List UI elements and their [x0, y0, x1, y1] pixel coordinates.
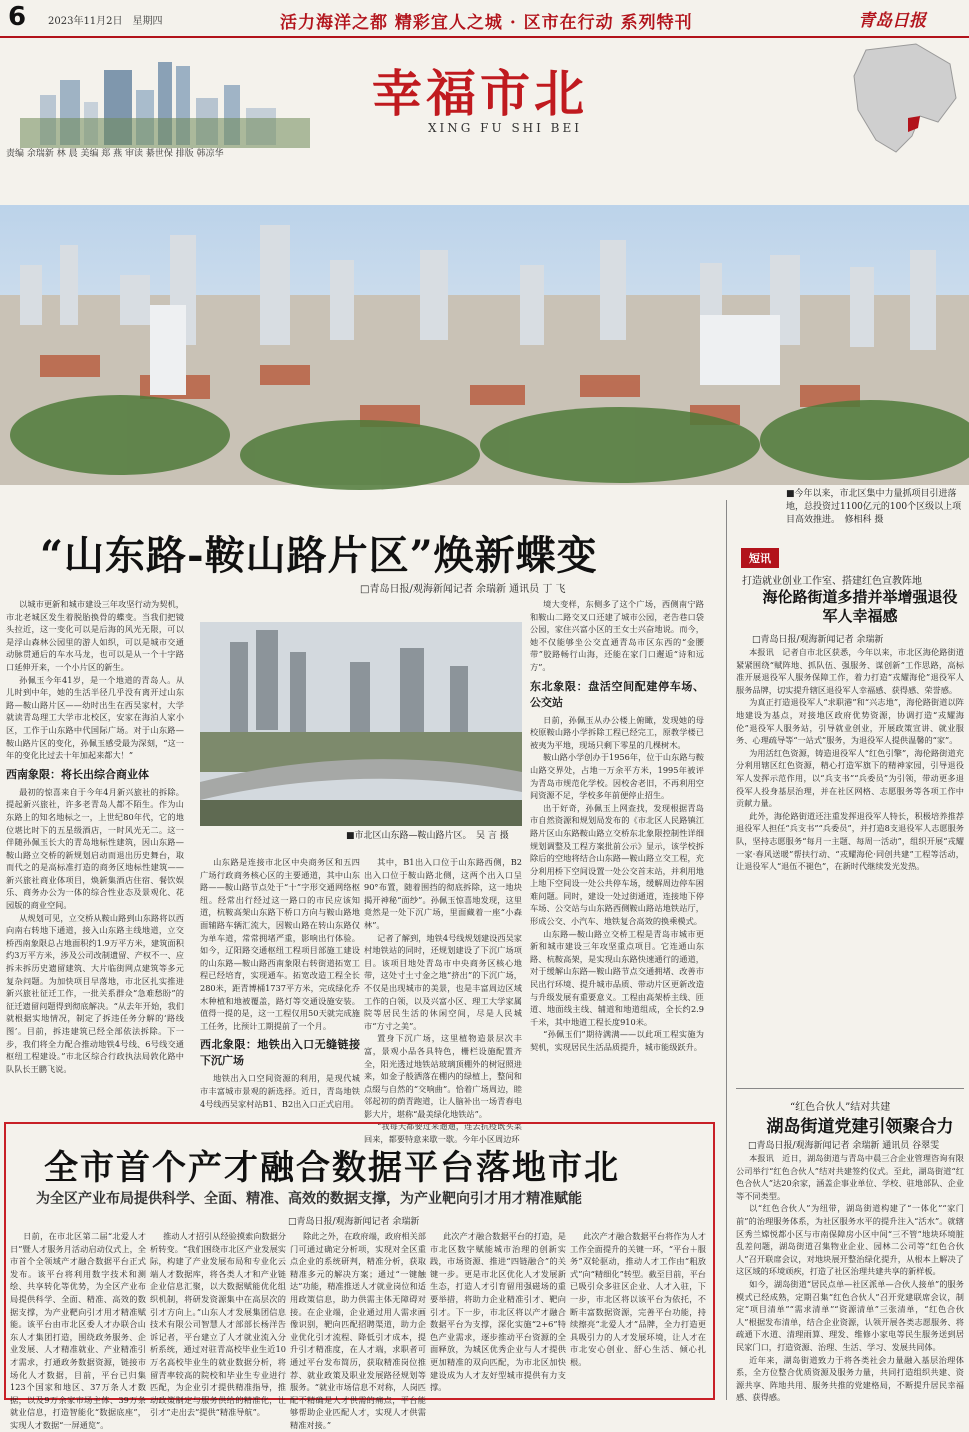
lead-headline: “山东路-鞍山路片区”焕新蝶变 — [40, 532, 598, 579]
subhead: 东北象限：盘活空间配建停车场、公交站 — [530, 679, 704, 709]
feature-column-3: 除此之外，在政府端，政府相关部门可通过确定分析项，实现对全区重点企业的系统研判，精准分析，获取精准多元的解决方案；通过“一键触达”功能，精准推送人才就业岗位和适用政策信息，助力供需主体无障碍对接。在企业端，企业通过用人需求画像识别，靶向匹配招聘渠道，助力企业优化引才流程、降低引才成本，提升引才精准度，在人才端，求职者可通过平台发布简历，获取精准岗位推荐、就业政策及职业发展路径规划等服务。“就业市场信息不对称，人岗匹配不精确是人才供需的痛点，平台能够帮助企业匹配人才，实现人才供需精准对接。” — [290, 1231, 426, 1430]
paragraph: 近年来，湖岛街道致力于将各类社会力量融入基层治理体系，全方位整合优质资源及服务力量，共同打造组织共建、资源共享、阵地共用、服务共推的党建格局，不断提升居民幸福感、获得感。 — [736, 1354, 964, 1403]
feature-column-4: 此次产才融合数据平台的打造，是市北区数字赋能城市治理的创新实践，市场资源、推进“四链融合”的关键一步。更是市北区优化人才发展新生态，打造人才引育留用强磁场的重要举措，将助力企业精准引才、靶向引才。下一步，市北区将以产才融合数据平台为支撑，深化实施“2+6”特色产业需求，逐步推动平台资源的全面释放，为城区优秀企业与人才提供更加精准的双向匹配，为市北区加快建设成为人才友好型城市提供有力支撑。 — [430, 1231, 566, 1393]
region-map — [846, 40, 961, 158]
paragraph: 最初的惊喜来自于今年4月新兴旅社的拆除。提起新兴旅社，许多老青岛人都不陌生。作为山东路上的知名地标之一，上世纪80年代，它的地位堪比时下的五星级酒店，一时风光无二。这一伴随孙佩玉长大的青岛地标性建筑，因山东路—鞍山路立交桥的新规划启动而退出历史舞台，取而代之的是高标准打造的商务区地标性建筑——新兴旅社商业体项目，焕新集酒店住宿、餐饮娱乐、商务办公为一体的综合性业态及景观化、花园版的商业空间。 — [6, 786, 184, 911]
lead-column-2 — [200, 856, 360, 1156]
column-divider — [726, 500, 727, 1400]
paragraph: 出于好奇，孙佩玉上网查找，发现根据青岛市自然资源和规划局发布的《市北区人民路镇江路片区山东路鞍山路立交桥东北象限控制性详细规划调整及工程方案批前公示》显示，该学校拆除后的空地将结合山东路—鞍山路立交工程，充分利用桥下空间设置一处公交首末站，并利用地上地下空间设一处公共停车场，缓解周边停车困难问题。同时，建设一处过街通道，连接地下停车场、公交站与山东路西侧鞍山路站地铁站厅，形成公交、小汽车、地铁复合高效的换乘模式。 — [530, 802, 704, 927]
paragraph: 本报讯 近日，湖岛街道与青岛中晨三合企业管理咨询有限公司举行“红色合伙人”结对共建签约仪式。至此，湖岛街道“红色合伙人”达20余家，涵盖企事业单位、学校、驻地部队、企业等不同类型。 — [736, 1153, 964, 1201]
paragraph: “我每天都要过来遛遛，连去抗疫既买菜回来，都要特意来歇一歇。今年小区周边环 — [364, 1121, 522, 1145]
lead-byline: □青岛日报/观海新闻记者 余瑞新 通讯员 丁 飞 — [360, 584, 566, 595]
paragraph: 日前，孙佩玉从办公楼上俯瞰，发现她的母校原鞍山路小学拆除工程已经完工，原教学楼已被夷为平地，现场只剩下零星的几棵树木。 — [530, 714, 704, 750]
city-aerial-photo — [0, 205, 969, 485]
paragraph: 山东路—鞍山路立交桥工程是青岛市城市更新和城市建设三年攻坚重点项目。它连通山东路、杭鞍高架，是实现山东路快速通行的通道，对于缓解山东路—鞍山路节点交通拥堵、改善市民出行环境、提升城市品质、带动片区更新改造与升级发展有重要意义。工程由高架桥主线、匝道、地面线主线、辅道和地道组成，全长约2.9千米，其中地道工程长度910米。 — [530, 928, 704, 1027]
editor-credits: 责编 余瑞新 林 晨 美编 郑 燕 审读 綦世保 排版 韩凉华 — [6, 149, 224, 159]
paragraph: 本报讯 记者自市北区获悉，今年以来，市北区海伦路街道紧紧围绕“赋阵地、抓队伍、强服务、谋创新”工作思路，高标准开展退役军人服务保障工作，着力打造“戎耀海伦”退役军人服务品牌，切实提升辖区退役军人幸福感、获得感、荣誉感。 — [736, 647, 964, 695]
feature-title: 全市首个产才融合数据平台落地市北 — [44, 1148, 620, 1188]
brief2-title: 湖岛街道党建引领聚合力 — [766, 1117, 954, 1137]
masthead-logo: 青岛日报 — [858, 11, 926, 31]
brief1-kicker: 打造就业创业工作室、搭建红色宣教阵地 — [742, 576, 922, 587]
paragraph: 山东路是连接市北区中央商务区和五四广场行政商务核心区的主要通道，其中山东路——鞍山路节点处于“十”字形交通网络枢纽。经常出行经过这一路口的市民应该知道，杭鞍高架山东路下桥口方向与鞍山路地面辅路车辆汇流大，因鞍山路在转山东路仅为单车道，常常拥堵严重，影响出行体验。如今，辽阳路交通枢纽工程项目部施工建设的山东路—鞍山路西南象限右转街道拓宽工程已经培育，实现通车。拓宽改造工程全长280米，距青博桶1737平方米，完成绿化乔木种植和地被覆盖，路灯等交通设施安装。值得一提的是，这一工程仅用50天就完成施工任务，比预计工期提前了一个月。 — [200, 857, 360, 1031]
brief2-body — [736, 1152, 964, 1403]
brief1-title: 海伦路街道多措并举增强退役军人幸福感 — [762, 588, 958, 625]
brief-label: 短讯 — [741, 548, 779, 568]
section-pinyin: XING FU SHI BEI — [428, 121, 582, 135]
brief2-kicker: “红色合伙人”结对共建 — [790, 1102, 891, 1113]
feature-byline: □青岛日报/观海新闻记者 余瑞新 — [288, 1217, 420, 1227]
subhead: 西南象限：将长出综合商业体 — [6, 767, 149, 781]
subhead: 西北象限：地铁出入口无缝链接下沉广场 — [200, 1038, 360, 1068]
photo-caption: ■今年以来，市北区集中力量抓项目引进落地，总投资过1100亿元的100个区级以上项目高效推进。 修相科 摄 — [786, 489, 962, 525]
lead-column-4 — [530, 598, 704, 1158]
brief2-byline: □青岛日报/观海新闻记者 余瑞新 通讯员 谷翠雯 — [748, 1141, 940, 1151]
series-slogan: 活力海洋之都 精彩宜人之城 · 区市在行动 系列特刊 — [280, 13, 693, 33]
paragraph: 从规划可见，立交桥从鞍山路到山东路将以西向南右转地下通道，接入山东路主线地道，立交桥西南象限总占地面积约1.9万平方米，建筑面积约3万平方米，涉及公司改制遗留、产权不一、应拆未拆历史遗留建筑、大片临街网点建筑等多元复杂问题。为加快项目早落地，市北区扎实推进新兴旅社征迁工作，一批关系群众“急难愁盼”的征迁遗留问题得到彻底解决。“从去年开始，我们就根据实地情况，制定了拆违任务分解的‘路线图’。目前，拆违建筑已经全部依法拆除。下一步，我们将全力配合推动地铁4号线、6号线交通枢纽工程建设。”市北区综合行政执法局敦化路中队队长王鹏飞说。 — [6, 912, 184, 1074]
skyline-illustration — [0, 40, 330, 150]
feature-subtitle: 为全区产业布局提供科学、全面、精准、高效的数据支撑，为产业靶向引才用才精准赋能 — [36, 1191, 582, 1207]
feature-column-1: 日前，在市北区第二届“北爱人才日”暨人才服务月活动启动仪式上，全市首个全领域产才融合数据平台正式发布。该平台将利用数字技术和测绘、共享转化等优势，为全区产业布局提供科学、全面、精准、高效的数据支撑，为产业靶向引才用才精准赋能。该平台由市北区委人才办联合山东人才集团打造，围绕政务服务、企业发展、人才精准就业、产业精准引才需求，打通政务数据资源，链接市场化人才数据，目前，平台已归集123个国家和地区、37万条人才数据，以及9万余家市场主体、39万条就业信息，打造智能化“数据底座”，实现人才数据“一屏通览”。 — [10, 1231, 146, 1430]
paragraph: 以“红色合伙人”为纽带，湖岛街道构建了“一体化”“家门前”的治理服务体系，为社区服务水平的提升注入“活水”。就辖区秀兰嫦悦都小区与市南保障房小区中间“三不管”地块环境脏乱差问题，湖岛街道召集物业企业、园林二公司等“红色合伙人”召开联席会议，对地块展开整治绿化提升，从根本上解决了这区域的环境顽疾，打造了社区治理共建共享的新样板。 — [736, 1203, 964, 1277]
brief1-byline: □青岛日报/观海新闻记者 余瑞新 — [752, 635, 884, 645]
paragraph: 境大变样，东侧多了这个广场，西侧南宁路和鞍山二路交叉口还建了城市公园，老告巷口袋公园，家住兴富小区的王女士兴奋地说。而今，她不仅能够坐公交直通青岛市区东西的“金腰带”胶路畅行山海，还能在家门口邂逅“诗和远方”。 — [530, 599, 704, 672]
lead-column-3 — [364, 856, 522, 1156]
paragraph: 以城市更新和城市建设三年攻坚行动为契机，市北老城区发生着脱胎换骨的蝶变。当我们把镜头拉近，这一变化可以是后海的风光无限，可以是浮山森林公园里的游人如织，可以是城市交通动脉贯通后的车水马龙，也可以是从一个十字路口延伸开来，一个小片区的新生。 — [6, 599, 184, 672]
mid-photo-caption: ■市北区山东路—鞍山路片区。 吴 言 摄 — [346, 831, 509, 841]
brief-divider — [736, 1088, 964, 1089]
lead-column-1 — [6, 598, 184, 1158]
brief1-body — [736, 646, 964, 1078]
paragraph: 其中，B1出入口位于山东路西侧，B2出入口位于鞍山路北侧，这两个出入口呈90°布置，随着围挡的彻底拆除，这一地块揭开神秘“面纱”。孙佩玉惊喜地发现，这里竟然是一处下沉广场，里面藏着一座“小森林”。 — [364, 857, 522, 930]
issue-date: 2023年11月2日 星期四 — [48, 16, 163, 27]
feature-column-2: 推动人才招引从经验摸索向数据分析转变。“我们围绕市北区产业发展实际，构建了产业发展布局和专业化云端人才数据库，将各类人才和产业链企业信息汇聚，以大数据赋能优化组织机制，将研发资源集中在高层次的引才方向上。”山东人才发展集团信息技术有限公司智慧人才部部长杨洋告诉记者，平台建立了人才就业流入分析系统，通过对驻青高校毕业生近10万名高校毕业生的就业数据分析，将留青率较高的院校和毕业生专业进行匹配，为企业引才提供精准指导，推动政策制定与服务供给的精准化，让引才“走出去”提供“精准导航”。 — [150, 1231, 286, 1418]
paragraph: 如今，湖岛街道“居民点单—社区派单—合伙人接单”的服务模式已经成熟，定期召集“红色合伙人”召开党建联席会议，制定“项目清单”“需求清单”“资源清单”三张清单，“红色合伙人”根据发布清单，结合企业资源，认领开展各类志愿服务、将疏通下水道、清理雨算、理发、维修小家电等民生服务送到居民家门口，打造资源、治理、生活、学习、发展共同体。 — [736, 1278, 964, 1352]
paragraph: 鞍山路小学创办于1956年，位于山东路与鞍山路交界处，占地一万余平方米，1995年被评为青岛市规范化学校。因校舍老旧，不再利用空间资源不足，学校多年前便停止招生。 — [530, 752, 704, 801]
feature-column-5: 此次产才融合数据平台将作为人才工作全面提升的关键一环，“平台＋服务”双轮驱动，推动人才工作由“粗放式”向“精细化”转型。截至目前，平台已吸引众多驻区企业、人才入驻，下一步，市北区将以该平台为依托，不断丰富数据资源，完善平台功能，持续擦亮“北爱人才”品牌，全力打造更具吸引力的人才发展环境，让人才在市北安心创业、舒心生活、倾心扎根。 — [570, 1231, 706, 1367]
page-number: 6 — [8, 2, 27, 32]
intersection-photo — [200, 622, 522, 826]
paragraph: 为真正打造退役军人“求职港”和“兴志地”，海伦路街道以阵地建设为基点，对接地区政府优势资源，协调打造“戎耀海伦”退役军人服务站，引导就业创业，开展政策宣讲、就业服务、心理疏导等“一站式”服务，为退役军人提供温馨的“家”。 — [736, 697, 964, 746]
paragraph: 为用活红色资源，铸造退役军人“红色引擎”，海伦路街道充分利用辖区红色资源，精心打造军旗下的精神家园，引导退役军人发挥示范作用，以“兵支书”“兵委员”为引领，带动更多退役军人投身基层治理，并在社区网格、志愿服务等各项工作中贡献力量。 — [736, 747, 964, 809]
paragraph: “孙佩玉们”期待满满——以此项工程实施为契机，实现居民生活品质提升，城市能级跃升。 — [530, 1029, 704, 1052]
section-title: 幸福市北 — [372, 64, 588, 123]
paragraph: 孙佩玉今年41岁，是一个地道的青岛人。从儿时到中年，她的生活半径几乎没有离开过山东路—鞍山路片区——幼时出生在西吴家村，大学就读青岛理工大学市北校区，安家在海泊人家小区，工作于山东路中代国际广场。对于山东路—鞍山路片区的变化，孙佩玉感受最为深刻，“这一年的变化比过去十年加起来都大！” — [6, 674, 184, 761]
paragraph: 此外，海伦路街道还注重发挥退役军人特长，积极培养推荐退役军人担任“兵支书”“兵委员”，并打造8支退役军人志愿服务队，坚持志愿服务“每月一主题、每周一活动”，组织开展“戎耀一家·春风送暖”帮扶行动、“戎耀海伦·同创共建”工程等活动，让退役军人“退伍不褪色”，在新时代继续发光发热。 — [736, 810, 964, 872]
paragraph: 记者了解到，地铁4号线规划建设西吴家村地铁站的同时，还规划建设了下沉广场项目。该项目地处青岛市中央商务区核心地带，这处寸土寸金之地“挤出”的下沉广场，不仅是出现城市的美景，也是丰富周边区域工作的白领，以及兴富小区、理工大学家属院等居民生活的休闲空间，尽是人民城市“方寸之美”。 — [364, 932, 522, 1031]
paragraph: 置身下沉广场，这里植物造景层次丰富，景观小品各具特色，栅栏设施配置齐全，阳光透过地铁站玻璃顶棚外的树冠照进来，如金子般洒落在棚内的绿植上，整间和点缀与自然的“交响曲”。恰着广场周边，睦邻起初的荫青跑道，让人脑补出一场青春电影大片，堪称“最美绿化地铁站”。 — [364, 1033, 522, 1119]
paragraph: 地铁出入口空间资源的利用，是现代城市丰富城市景观的新选择。近日，青岛地铁4号线西吴家村站B1、B2出入口正式启用。 — [200, 1073, 360, 1109]
